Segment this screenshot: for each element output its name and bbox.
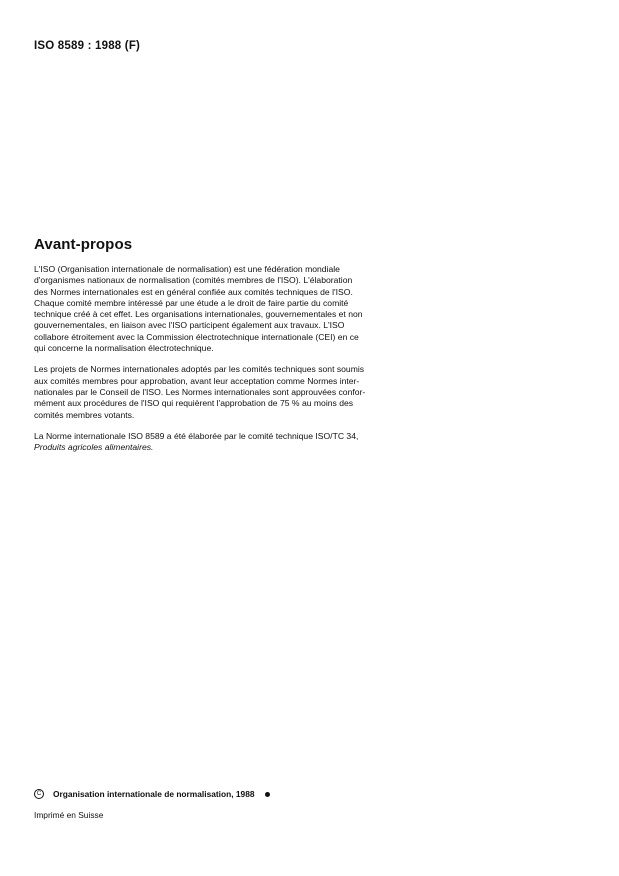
foreword-section bbox=[34, 236, 380, 463]
bullet-icon bbox=[265, 792, 270, 797]
foreword-paragraph-3 bbox=[34, 431, 380, 454]
page-footer bbox=[34, 789, 394, 820]
copyright-icon: C bbox=[34, 789, 44, 799]
foreword-paragraph-1: L'ISO (Organisation internationale de normalisation) est une fédération mondiale d'organismes nationaux de normalisation (comités membres de l'ISO). L'élaboration des Normes internationales est en général confiée aux comités techniques de l'ISO. Chaque comité membre intéressé par une étude a le droit de faire partie du comité technique créé à cet effet. Les organisations internationales, gouvernementales et non gouvernementales, en liaison avec l'ISO participent également aux travaux. L'ISO collabore étroitement avec la Commission électrotechnique internationale (CEI) en ce qui concerne la normalisation électrotechnique. bbox=[34, 264, 363, 354]
technical-committee-name: Produits agricoles alimentaires. bbox=[34, 442, 154, 453]
copyright-text: Organisation internationale de normalisation, 1988 bbox=[53, 789, 255, 799]
foreword-title: Avant-propos bbox=[34, 236, 133, 253]
foreword-paragraph-2: Les projets de Normes internationales adoptés par les comités techniques sont soumis aux comités membres pour approbation, avant leur acceptation comme Normes inter- nationales par le Conseil de l'ISO. Les Normes internationales sont approuvées confor- mément aux procédures de l'ISO qui requièrent l'approbation de 75 % au moins des comités membres votants. bbox=[34, 364, 366, 420]
printed-in: Imprimé en Suisse bbox=[34, 810, 104, 820]
copyright-line bbox=[34, 789, 394, 799]
document-reference: ISO 8589 : 1988 (F) bbox=[34, 40, 141, 52]
foreword-paragraph-3-text: La Norme internationale ISO 8589 a été élaborée par le comité technique ISO/TC 34, bbox=[34, 430, 359, 441]
